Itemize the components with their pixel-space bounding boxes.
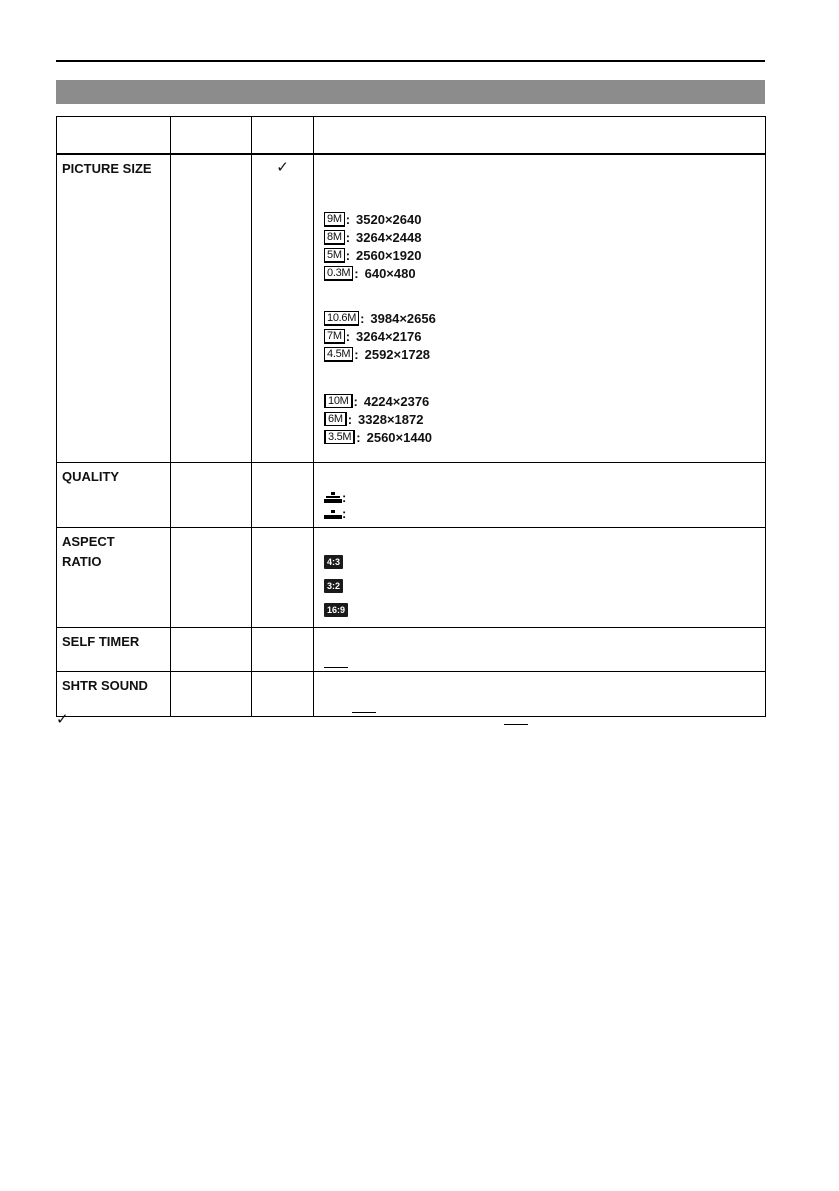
table-row — [57, 627, 766, 671]
size-5m-icon: 5M — [324, 248, 345, 263]
size-option: 4.5M : 2592×1728 — [314, 345, 765, 363]
table-cell — [252, 627, 314, 671]
table-row — [57, 527, 766, 627]
table-cell — [171, 527, 252, 627]
size-option: 7M : 3264×2176 — [314, 327, 765, 345]
quality-option: : — [314, 490, 765, 506]
item-name: SHTR SOUND — [57, 671, 171, 716]
aspect-4-3-icon: 4:3 — [324, 555, 343, 569]
size-option: 5M : 2560×1920 — [314, 246, 765, 264]
settings-table — [56, 116, 766, 717]
size-option: 10M : 4224×2376 — [314, 392, 765, 410]
table-cell — [171, 627, 252, 671]
table-cell — [171, 462, 252, 527]
size-option: 0.3M : 640×480 — [314, 264, 765, 282]
default-underline — [504, 724, 528, 725]
table-row — [57, 462, 766, 527]
table-cell — [252, 462, 314, 527]
size-option: 9M : 3520×2640 — [314, 210, 765, 228]
aspect-3-2-icon: 3:2 — [324, 579, 343, 593]
size-option: 10.6M : 3984×2656 — [314, 309, 765, 327]
self-timer-cell — [314, 627, 766, 671]
picture-size-group-16-9 — [314, 392, 765, 446]
picture-size-group-4-3 — [314, 210, 765, 282]
header-cell-item — [57, 117, 171, 155]
checkmark-icon: ✓ — [56, 710, 69, 728]
item-name: QUALITY — [57, 462, 171, 527]
aspect-option — [314, 574, 765, 598]
quality-option: : — [314, 506, 765, 522]
default-underline — [324, 667, 348, 668]
table-cell — [171, 154, 252, 462]
item-name: SELF TIMER — [57, 627, 171, 671]
quality-cell — [314, 462, 766, 527]
header-cell-col4 — [314, 117, 766, 155]
header-cell-col2 — [171, 117, 252, 155]
size-option: 6M : 3328×1872 — [314, 410, 765, 428]
top-rule — [56, 60, 765, 62]
size-3-5m-icon: 3.5M — [324, 430, 355, 444]
header-cell-col3 — [252, 117, 314, 155]
checkmark-icon: ✓ — [276, 158, 289, 176]
size-9m-icon: 9M — [324, 212, 345, 227]
item-name: ASPECT RATIO — [57, 527, 171, 627]
aspect-ratio-cell — [314, 527, 766, 627]
size-10m-icon: 10M — [324, 394, 353, 408]
table-row — [57, 154, 766, 462]
table-cell — [171, 671, 252, 716]
picture-size-group-3-2 — [314, 309, 765, 363]
aspect-option — [314, 598, 765, 622]
size-option: 8M : 3264×2448 — [314, 228, 765, 246]
size-8m-icon: 8M — [324, 230, 345, 245]
size-10-6m-icon: 10.6M — [324, 311, 359, 326]
footnote — [56, 711, 765, 731]
quality-standard-icon — [324, 508, 342, 519]
shutter-sound-cell — [314, 671, 766, 716]
item-name: PICTURE SIZE — [57, 154, 171, 462]
table-cell — [252, 527, 314, 627]
aspect-option — [314, 550, 765, 574]
section-header-band — [56, 80, 765, 104]
size-0-3m-icon: 0.3M — [324, 266, 353, 281]
picture-size-cell — [314, 154, 766, 462]
table-cell — [252, 671, 314, 716]
size-7m-icon: 7M — [324, 329, 345, 344]
aspect-16-9-icon: 16:9 — [324, 603, 348, 617]
quality-fine-icon — [324, 492, 342, 503]
size-option: 3.5M : 2560×1440 — [314, 428, 765, 446]
table-row — [57, 671, 766, 716]
size-4-5m-icon: 4.5M — [324, 347, 353, 362]
table-cell — [252, 154, 314, 462]
size-6m-icon: 6M — [324, 412, 347, 426]
table-header-row — [57, 117, 766, 155]
